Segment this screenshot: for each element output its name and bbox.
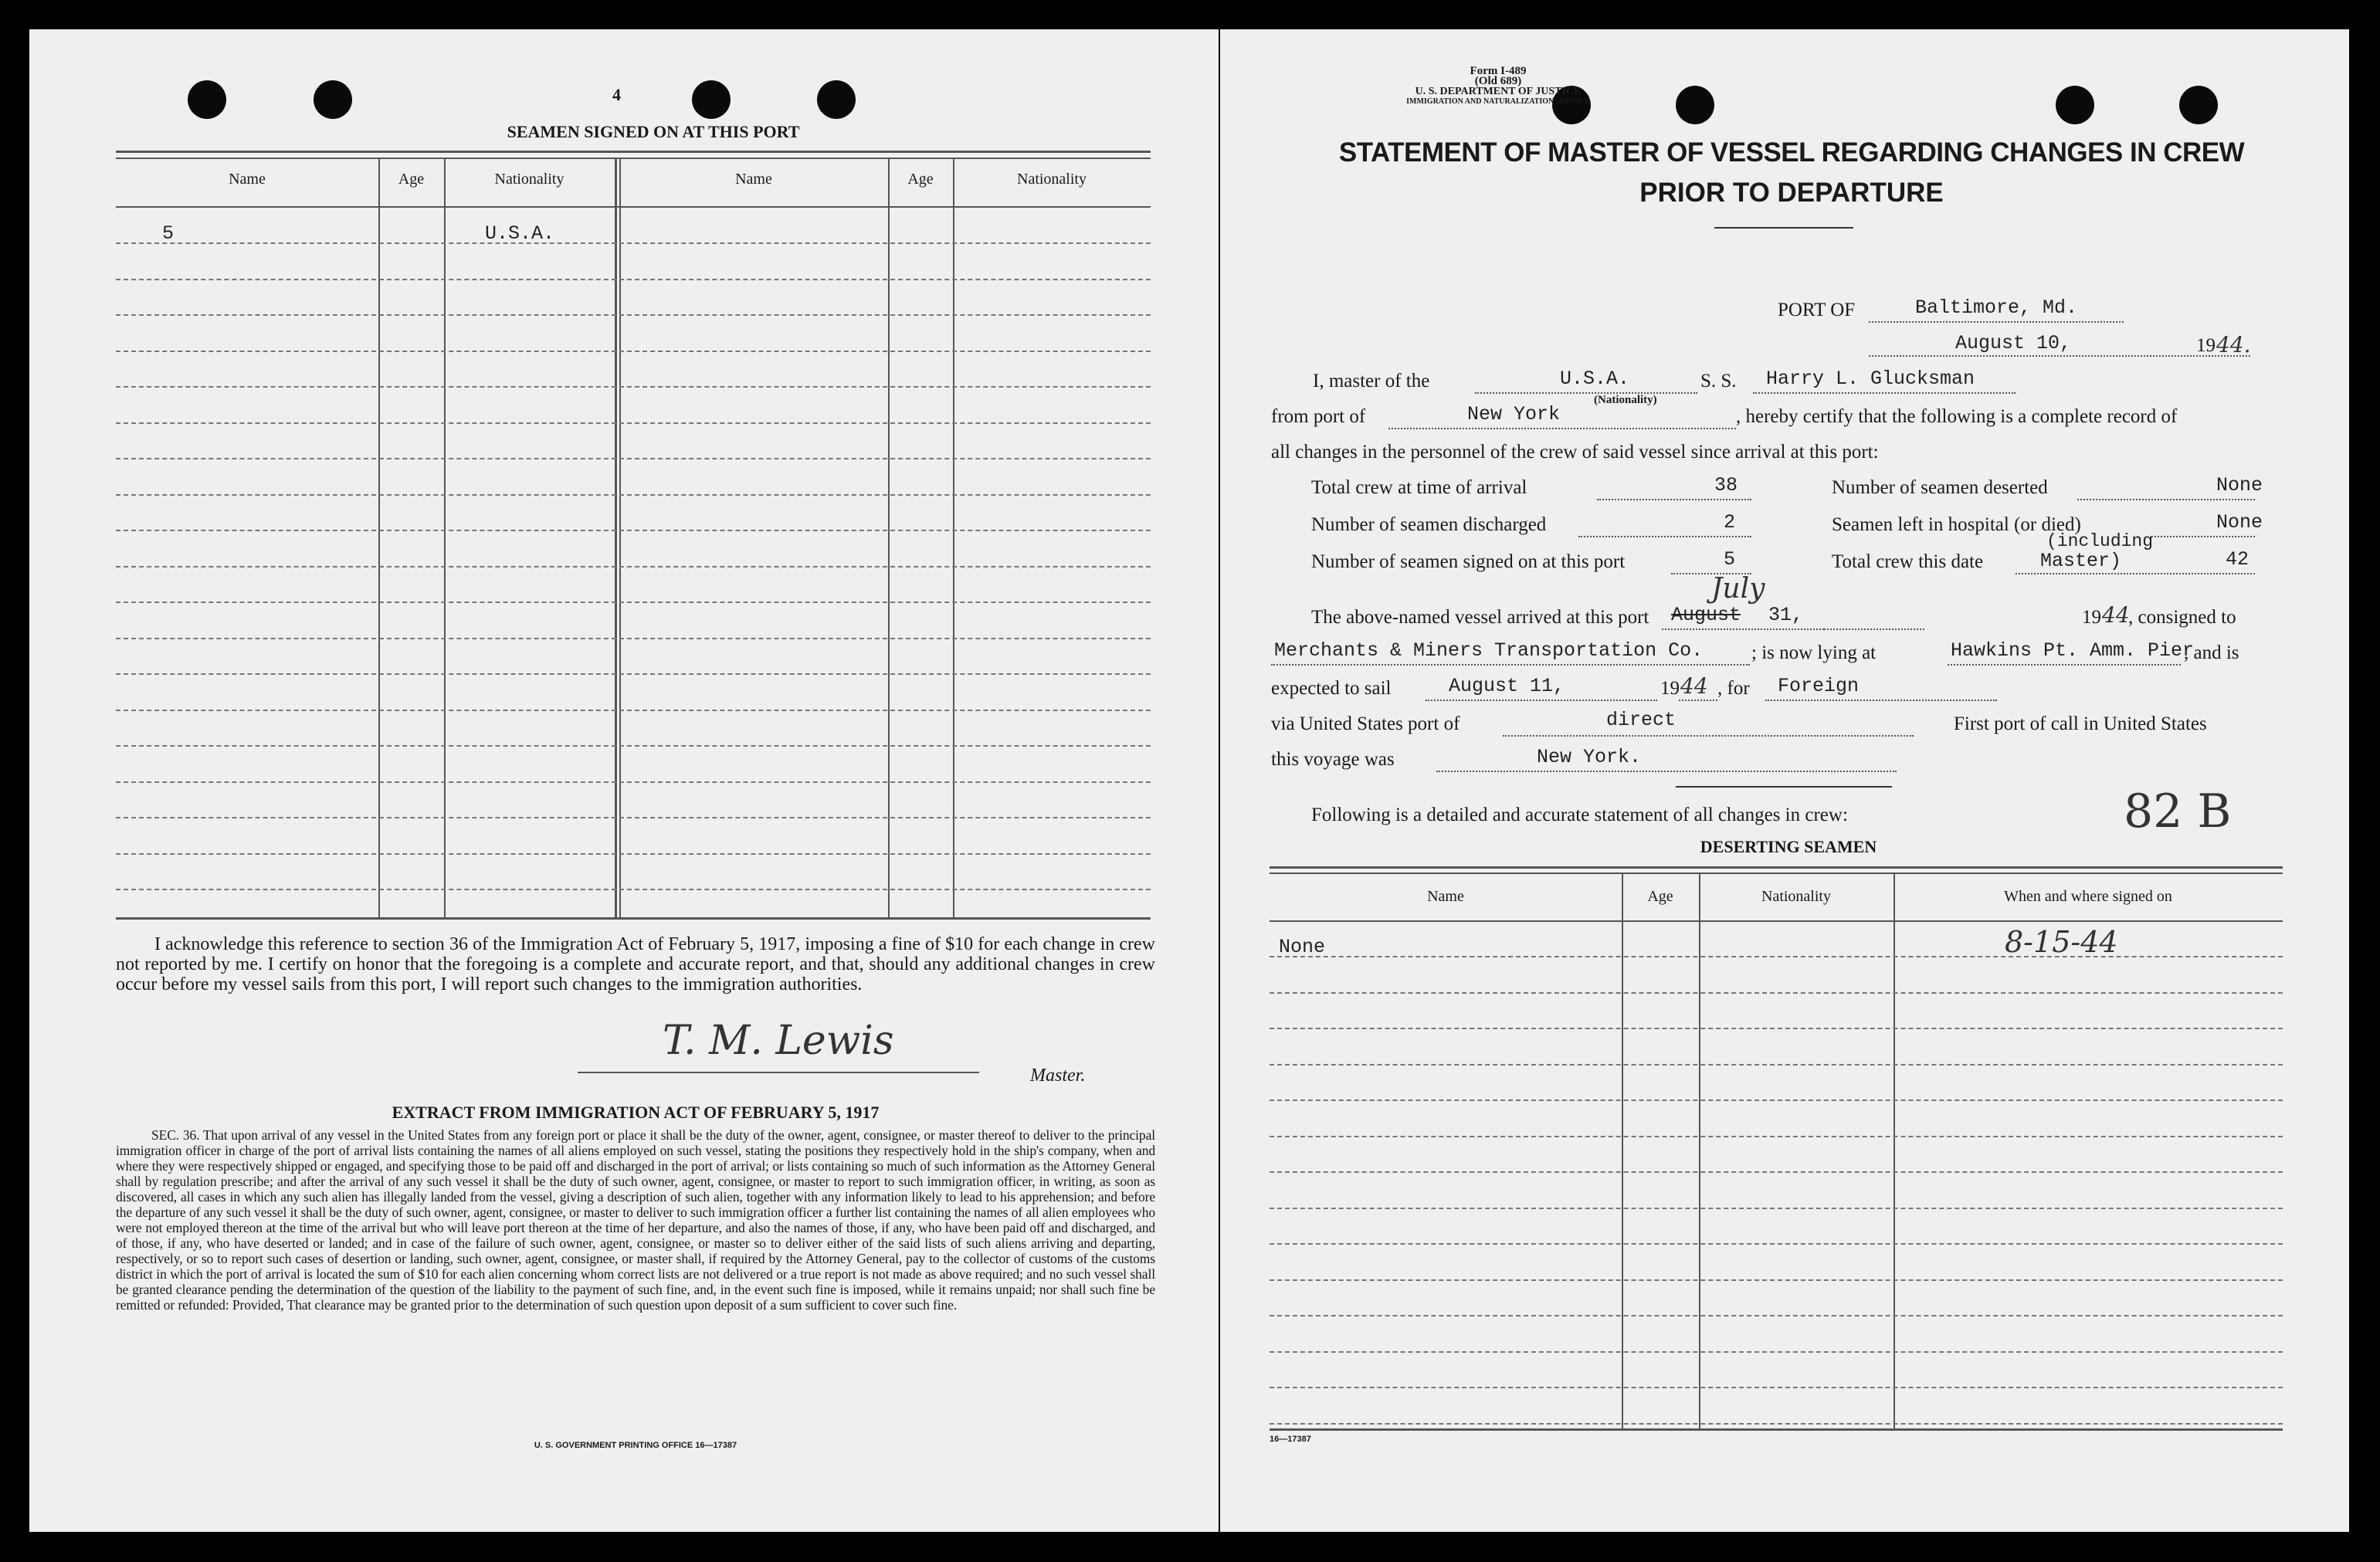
master-label: I, master of the	[1313, 371, 1430, 391]
total-crew-arrival-value: 38	[1714, 474, 1738, 496]
date-field-line	[1869, 355, 2216, 357]
table-header-rule	[116, 206, 1151, 208]
column-header-signed-on: When and where signed on	[2004, 888, 2172, 905]
table-row-line	[1270, 1208, 2283, 1209]
deserting-title: DESERTING SEAMEN	[1700, 837, 1877, 856]
column-header-age: Age	[1647, 888, 1673, 905]
table-row-line	[116, 638, 1151, 639]
stat-field-line	[2151, 536, 2255, 537]
printer-code: 16—17387	[1270, 1435, 1311, 1444]
punch-hole	[817, 80, 856, 119]
changes-text: all changes in the personnel of the crew of said vessel since arrival at this port:	[1271, 442, 1879, 463]
arrived-correction: July	[1711, 573, 1765, 605]
deserted-label: Number of seamen deserted	[1832, 477, 2048, 498]
master-signature: T. M. Lewis	[663, 1018, 894, 1064]
left-page	[29, 29, 1219, 1532]
arrived-day: 31,	[1768, 604, 1804, 626]
for-field-line	[1765, 700, 1997, 701]
table-row-line	[1270, 1064, 2283, 1066]
table-row-line	[1270, 956, 2283, 957]
table-row-line	[1270, 1279, 2283, 1281]
table-row-line	[1270, 1351, 2283, 1353]
column-header-age: Age	[398, 171, 425, 188]
punch-hole	[2056, 86, 2094, 124]
punch-hole	[2179, 86, 2218, 124]
table-bottom-rule	[116, 917, 1151, 920]
column-header-nationality: Nationality	[1017, 171, 1087, 188]
service-name: IMMIGRATION AND NATURALIZATION SERVICE	[1406, 97, 1590, 106]
table-top-rule	[116, 151, 1151, 153]
right-page	[1220, 29, 2349, 1532]
via-value: direct	[1606, 709, 1677, 731]
via-label: via United States port of	[1271, 713, 1460, 734]
signed-on-value: 5	[1724, 548, 1736, 571]
nationality-value: U.S.A.	[1560, 368, 1630, 390]
expected-value: August 11,	[1449, 675, 1565, 697]
ss-label: S. S.	[1700, 371, 1737, 391]
vessel-field-line	[1753, 392, 2016, 394]
table-row-line	[116, 817, 1151, 818]
signed-on-label: Number of seamen signed on at this port	[1311, 551, 1626, 572]
table-title: SEAMEN SIGNED ON AT THIS PORT	[507, 122, 800, 141]
year-value: 44.	[2216, 332, 2251, 357]
for-label: , for	[1717, 678, 1750, 699]
form-number: Form I-489	[1470, 65, 1527, 77]
stat-field-line	[2016, 573, 2255, 574]
via-field-line	[1503, 735, 1914, 737]
port-value: Baltimore, Md.	[1915, 296, 2078, 319]
nationality-field-line	[1475, 392, 1697, 394]
total-crew-date-label: Total crew this date	[1832, 551, 1984, 572]
form-title: STATEMENT OF MASTER OF VESSEL REGARDING CHANGES IN CREW	[1338, 137, 2245, 168]
table-row-line	[1270, 1315, 2283, 1316]
for-value: Foreign	[1778, 675, 1860, 697]
expected-field-line	[1426, 700, 1657, 701]
from-port-value: New York	[1467, 403, 1561, 425]
punch-hole	[314, 80, 352, 119]
column-header-nationality: Nationality	[1761, 888, 1831, 905]
handwritten-reference: 82 B	[2124, 784, 2232, 839]
hospital-value: None	[2216, 511, 2263, 534]
table-row-line	[116, 458, 1151, 459]
expected-label: expected to sail	[1271, 678, 1392, 699]
punch-hole	[692, 80, 731, 119]
port-label: PORT OF	[1778, 300, 1856, 320]
stat-field-line	[1597, 499, 1751, 500]
arrived-label: The above-named vessel arrived at this port	[1311, 607, 1649, 628]
table-row-line	[116, 242, 1151, 244]
date-value: August 10,	[1955, 332, 2072, 354]
lying-value: Hawkins Pt. Amm. Pier	[1951, 639, 2195, 662]
column-divider	[619, 158, 621, 917]
table-cell-nationality: U.S.A.	[485, 222, 555, 245]
year-field-line	[2215, 355, 2250, 357]
consignee-field-line	[1271, 664, 1750, 666]
stat-field-line	[2077, 499, 2255, 500]
table-row-line	[116, 422, 1151, 424]
table-row-line	[116, 710, 1151, 711]
table-row-line	[116, 386, 1151, 388]
vessel-name: Harry L. Glucksman	[1766, 368, 1975, 390]
form-subtitle: PRIOR TO DEPARTURE	[1639, 178, 1944, 208]
column-divider	[378, 158, 380, 917]
table-row-line	[116, 566, 1151, 568]
table-row-line	[116, 494, 1151, 496]
total-crew-date-value: 42	[2226, 548, 2249, 571]
first-port-label: First port of call in United States	[1954, 713, 2207, 734]
column-header-nationality: Nationality	[494, 171, 564, 188]
section-rule	[1676, 786, 1892, 788]
table-row-line	[1270, 1099, 2283, 1101]
arrived-year-line	[1824, 629, 1924, 630]
column-header-name: Name	[229, 171, 266, 188]
table-row-line	[1270, 1387, 2283, 1388]
table-row-line	[1270, 1243, 2283, 1245]
from-port-label: from port of	[1271, 406, 1366, 427]
column-divider	[615, 158, 617, 917]
extract-text: SEC. 36. That upon arrival of any vessel in the United States from any foreign port or place it shall be the duty of the owner, agent, consignee, or master thereof to deliver to the principal immigration officer in charge of the port of arrival lists containing the names of all aliens employed on such vessel, stating the positions they respectively hold in the ship's company, when and where they were respectively shipped or engaged, and specifying those to be paid off and discharged in the port of arrival; or lists containing so much of such information as the Attorney General shall by regulation prescribe; and after the arrival of any such vessel it shall be the duty of such owner, agent, consignee, or master to report to such immigration officer, in writing, as soon as discovered, all cases in which any such alien has illegally landed from the vessel, giving a description of such alien, together with any information likely to lead to his apprehension; and before the departure of any such vessel it shall be the duty of such owner, agent, consignee, or master to deliver to such immigration officer a further list containing the names of all alien employees who were not employed thereon at the time of the arrival but who will leave port thereon at the time of her departure, and also the names of those, if any, who have been paid off and discharged, and of those, if any, who have deserted or landed; and in case of the failure of such owner, agent, consignee, or master so to deliver either of the said lists of such aliens arriving and departing, respectively, or so to report such cases of desertion or landing, such owner, agent, consignee, or master shall, if required by the Attorney General, pay to the collector of customs of the customs district in which the port of arrival is located the sum of $10 for each alien concerning whom correct lists are not delivered or a true report is not made as above required; and no such vessel shall be granted clearance pending the determination of the question of the liability to the payment of such fine, and, in the event such fine is imposed, while it remains unpaid; nor shall such fine be remitted or refunded: Provided, That clearance may be granted prior to the determination of such question upon deposit of a sum sufficient to cover such fine.	[116, 1127, 1155, 1313]
table-cell-name: 5	[162, 222, 175, 245]
and-is-text: , and is	[2184, 642, 2239, 663]
column-divider	[953, 158, 954, 917]
voyage-label: this voyage was	[1271, 749, 1395, 770]
master-note: Master)	[2040, 550, 2122, 572]
expected-year: 44	[1680, 673, 1708, 699]
stat-field-line	[1578, 536, 1751, 537]
year-prefix: 19	[2196, 335, 2216, 356]
table-cell-name: None	[1279, 936, 1326, 958]
arrived-year-prefix: 19	[2082, 607, 2101, 628]
form-old-number: (Old 689)	[1474, 75, 1522, 87]
certify-text: , hereby certify that the following is a complete record of	[1736, 406, 2178, 427]
table-row-line	[1270, 1136, 2283, 1137]
extract-title: EXTRACT FROM IMMIGRATION ACT OF FEBRUARY 5, 1917	[392, 1103, 880, 1122]
printer-note: U. S. GOVERNMENT PRINTING OFFICE 16—17387	[534, 1441, 737, 1450]
deserted-value: None	[2216, 474, 2263, 496]
following-text: Following is a detailed and accurate statement of all changes in crew:	[1311, 805, 1848, 825]
signature-line	[578, 1072, 979, 1073]
title-rule	[1714, 227, 1853, 229]
from-port-field-line	[1388, 428, 1736, 429]
table-top-rule	[1270, 872, 2283, 874]
table-cell-signed-on: 8-15-44	[2005, 925, 2118, 959]
column-divider	[444, 158, 446, 917]
table-top-rule	[116, 158, 1151, 159]
table-row-line	[1270, 1423, 2283, 1425]
punch-hole	[188, 80, 226, 119]
table-row-line	[116, 745, 1151, 747]
discharged-label: Number of seamen discharged	[1311, 514, 1547, 535]
table-top-rule	[1270, 866, 2283, 869]
column-header-name: Name	[735, 171, 772, 188]
arrived-struck-month: August	[1671, 604, 1741, 626]
column-divider	[888, 158, 890, 917]
table-header-rule	[1270, 920, 2283, 922]
table-row-line	[116, 853, 1151, 855]
hospital-label: Seamen left in hospital (or died)	[1832, 514, 2081, 535]
signature-title: Master.	[1030, 1066, 1086, 1086]
punch-hole	[1676, 86, 1714, 124]
voyage-value: New York.	[1537, 746, 1642, 768]
table-row-line	[116, 351, 1151, 352]
column-header-age: Age	[907, 171, 934, 188]
table-row-line	[116, 601, 1151, 603]
lying-field-line	[1948, 664, 2181, 666]
table-row-line	[1270, 1028, 2283, 1029]
voyage-field-line	[1436, 771, 1897, 772]
port-field-line	[1869, 321, 2124, 323]
department-name: U. S. DEPARTMENT OF JUSTICE	[1415, 86, 1582, 97]
including-note: (including	[2046, 531, 2154, 551]
table-row-line	[116, 889, 1151, 890]
consigned-label: , consigned to	[2128, 607, 2236, 628]
table-row-line	[116, 530, 1151, 531]
discharged-value: 2	[1724, 511, 1736, 534]
table-row-line	[1270, 1171, 2283, 1173]
table-row-line	[116, 314, 1151, 316]
table-row-line	[116, 673, 1151, 675]
acknowledgement-text: I acknowledge this reference to section 36 of the Immigration Act of February 5, 1917, imposing a fine of $10 for each change in crew not reported by me. I certify on honor that the foregoing is a complete and accurate report, and that, should any additional changes in crew occur before my vessel sails from this port, I will report such changes to the immigration authorities.	[116, 934, 1155, 994]
table-row-line	[116, 279, 1151, 280]
nationality-caption: (Nationality)	[1594, 394, 1657, 406]
lying-label: ; is now lying at	[1751, 642, 1877, 663]
form-header	[1402, 66, 1595, 107]
table-row-line	[116, 781, 1151, 783]
total-crew-arrival-label: Total crew at time of arrival	[1311, 477, 1527, 498]
expected-year-line	[1679, 700, 1717, 701]
column-header-name: Name	[1427, 888, 1464, 905]
consignee-value: Merchants & Miners Transportation Co.	[1274, 639, 1704, 662]
table-row-line	[1270, 992, 2283, 994]
arrived-year: 44	[2102, 602, 2130, 628]
page-number: 4	[612, 85, 621, 104]
arrived-field-line	[1662, 629, 1824, 630]
table-bottom-rule	[1270, 1428, 2283, 1431]
expected-year-prefix: 19	[1660, 678, 1680, 699]
